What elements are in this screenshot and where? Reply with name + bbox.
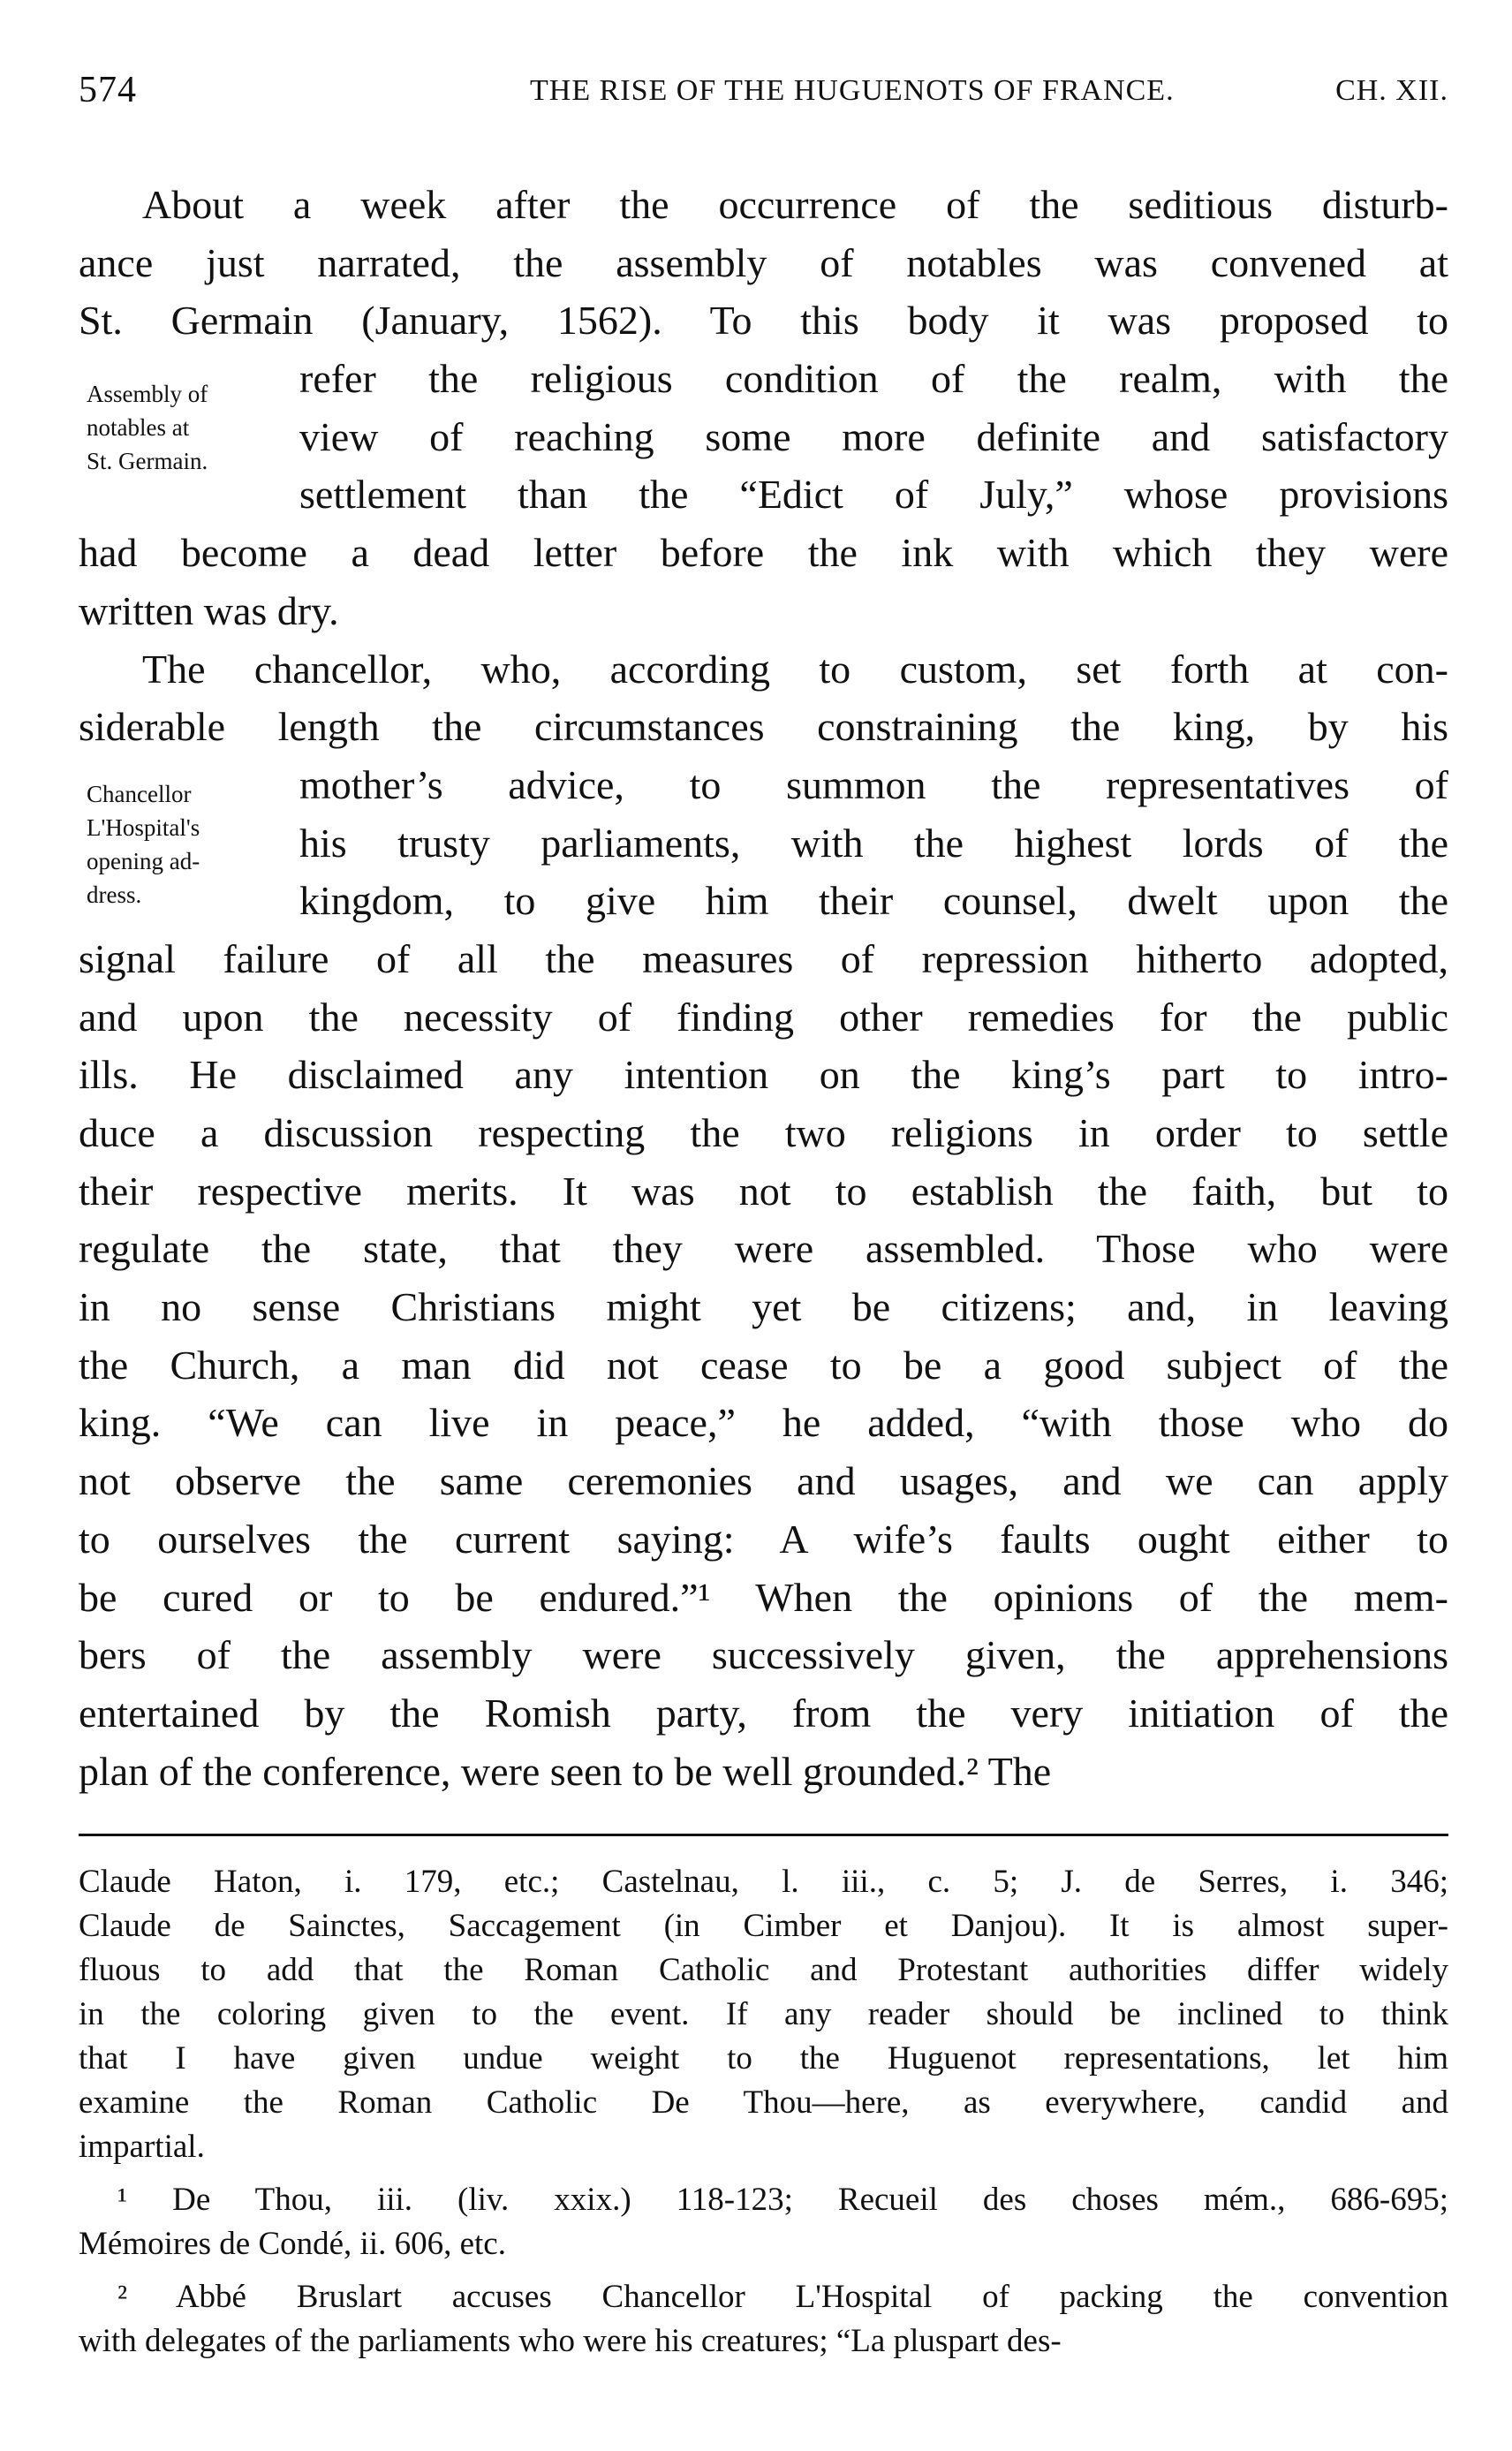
margin-note-line: dress. [87,881,142,908]
body-line: had become a dead letter before the ink with which they were [79,530,1448,576]
body-line: king. “We can live in peace,” he added, “with those who do [79,1400,1448,1446]
body-text [79,176,1448,1800]
margin-note-line: Chancellor [87,781,192,807]
footnote-line: Mémoires de Condé, ii. 606, etc. [79,2226,506,2262]
body-line: and upon the necessity of finding other remedies for the public [79,994,1448,1040]
body-line: regulate the state, that they were assembled. Those who were [79,1226,1448,1272]
footnote-line: Claude Haton, i. 179, etc.; Castelnau, l. iii., c. 5; J. de Serres, i. 346; [79,1864,1448,1900]
margin-note-line: Assembly of [87,381,208,407]
margin-note-line: L'Hospital's [87,814,200,841]
body-line: settlement than the “Edict of July,” whose provisions [299,472,1448,518]
footnote-line: impartial. [79,2129,205,2165]
body-line: in no sense Christians might yet be citizens; and, in leaving [79,1284,1448,1330]
footnote-line: examine the Roman Catholic De Thou—here, as everywhere, candid and [79,2084,1448,2121]
body-line: to ourselves the current saying: A wife’s faults ought either to [79,1516,1448,1562]
margin-note-line: opening ad- [87,848,200,874]
margin-note-line: St. Germain. [87,448,208,474]
body-line: bers of the assembly were successively given, the apprehensions [79,1632,1448,1678]
body-line: written was dry. [79,587,339,633]
body-line: ills. He disclaimed any intention on the king’s part to intro- [79,1052,1448,1098]
body-line: their respective merits. It was not to establish the faith, but to [79,1168,1448,1214]
page-number: 574 [79,70,137,110]
body-line: ance just narrated, the assembly of notables was convened at [79,239,1448,285]
body-line: About a week after the occurrence of the seditious disturb- [142,182,1448,227]
footnote-line: that I have given undue weight to the Huguenot representations, let him [79,2040,1448,2077]
footnote-line: in the coloring given to the event. If any reader should be inclined to think [79,1996,1448,2032]
body-line: the Church, a man did not cease to be a good subject of the [79,1342,1448,1388]
body-line: refer the religious condition of the realm, with the [299,356,1448,402]
body-line: his trusty parliaments, with the highest lords of the [299,820,1448,866]
body-line: The chancellor, who, according to custom, set forth at con- [142,646,1448,692]
body-line: entertained by the Romish party, from the very initiation of the [79,1690,1448,1736]
margin-note-line: notables at [87,414,190,441]
body-line: not observe the same ceremonies and usages, and we can apply [79,1458,1448,1504]
body-line: kingdom, to give him their counsel, dwelt upon the [299,878,1448,924]
body-line: St. Germain (January, 1562). To this body it was proposed to [79,298,1448,344]
footnote-line: fluous to add that the Roman Catholic and Protestant authorities differ widely [79,1952,1448,1988]
body-line: be cured or to be endured.”¹ When the opinions of the mem- [79,1574,1448,1620]
body-line: plan of the conference, were seen to be well grounded.² The [79,1748,1052,1794]
body-line: view of reaching some more definite and satisfactory [299,413,1448,459]
footnote-line: Claude de Sainctes, Saccagement (in Cimber et Danjou). It is almost super- [79,1908,1448,1944]
body-line: siderable length the circumstances constraining the king, by his [79,704,1448,750]
footnotes [79,1860,1448,2364]
chapter-label: CH. XII. [1335,74,1448,107]
footnote-rule [79,1834,1448,1836]
footnote-line: ¹ De Thou, iii. (liv. xxix.) 118-123; Recueil des choses mém., 686-695; [117,2182,1448,2218]
footnote-line: ² Abbé Bruslart accuses Chancellor L'Hospital of packing the convention [117,2279,1448,2315]
body-line: mother’s advice, to summon the representatives of [299,761,1448,807]
footnote-line: with delegates of the parliaments who were his creatures; “La pluspart des- [79,2323,1062,2359]
body-line: duce a discussion respecting the two religions in order to settle [79,1110,1448,1155]
body-line: signal failure of all the measures of repression hitherto adopted, [79,935,1448,981]
running-title: THE RISE OF THE HUGUENOTS OF FRANCE. [530,74,1175,107]
